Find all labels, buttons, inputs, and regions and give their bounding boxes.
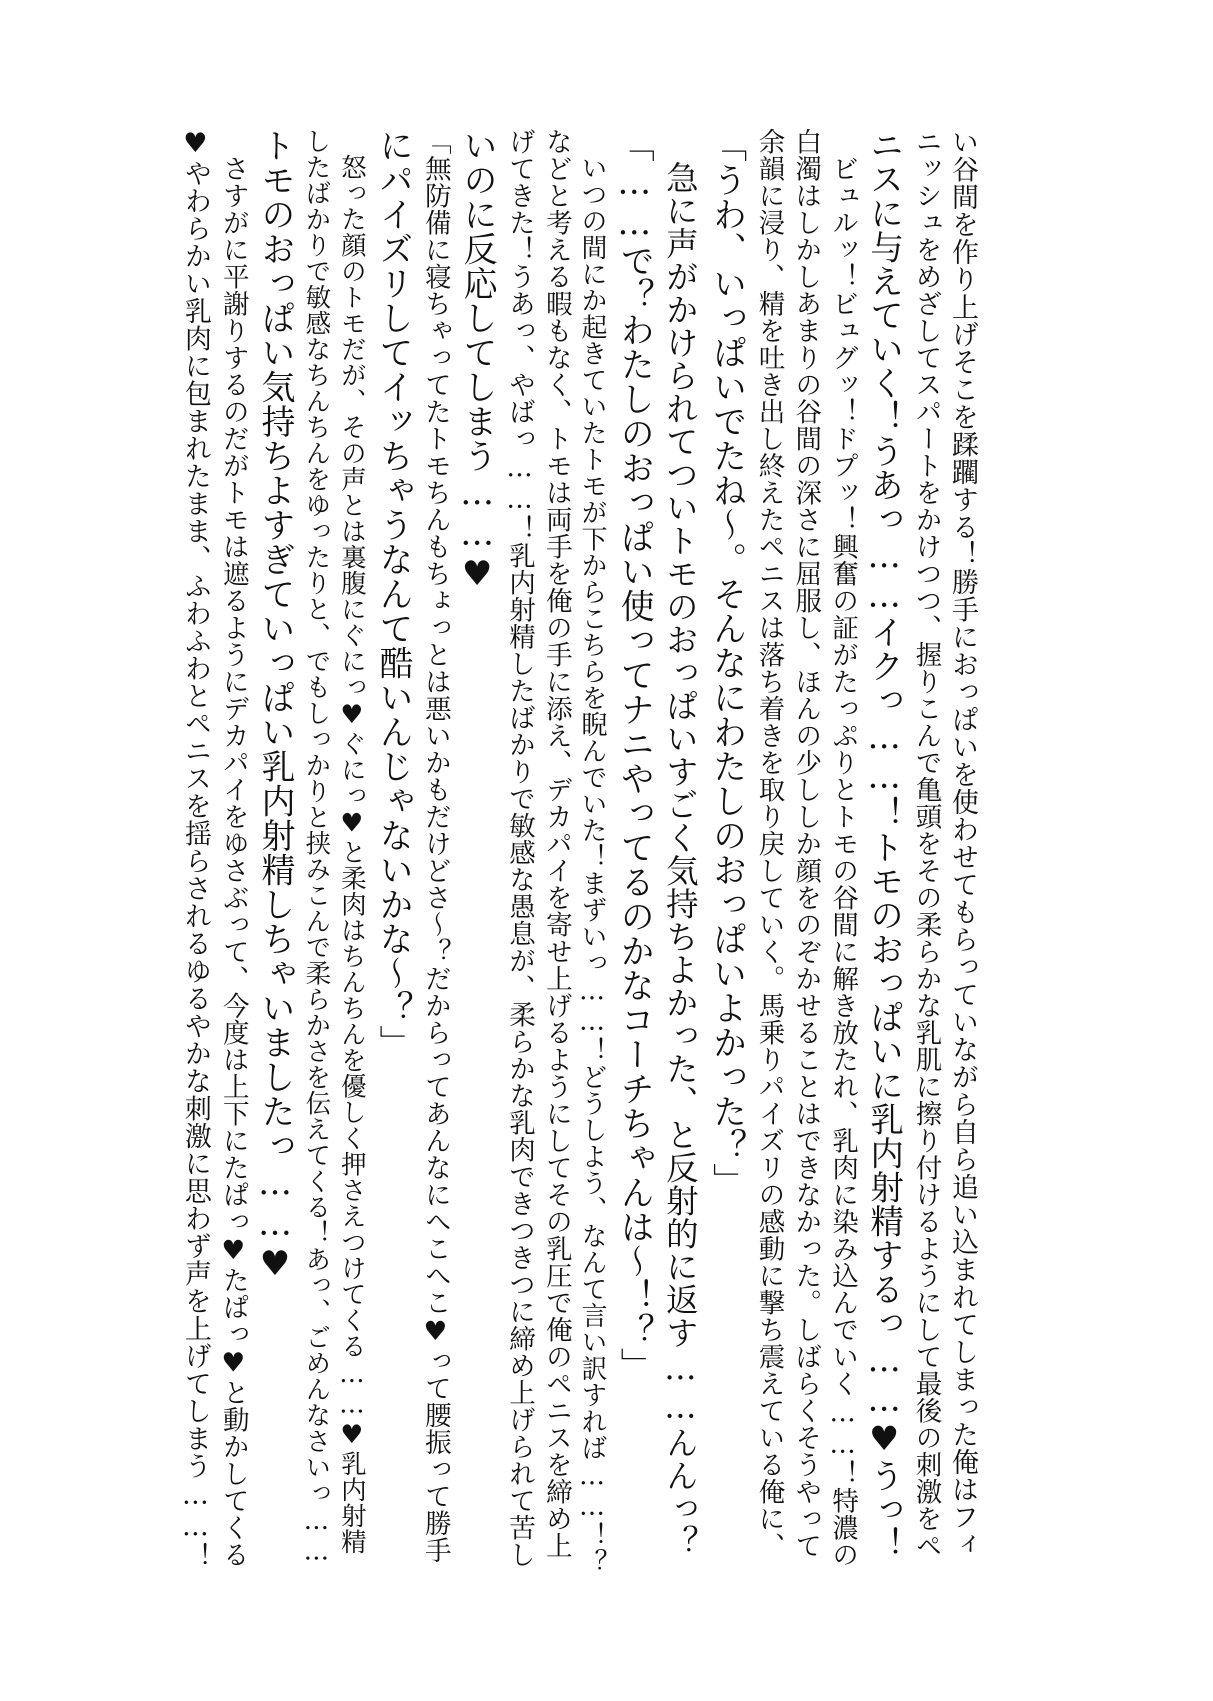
text-line: トモのおっぱい気持ちよすぎていっぱい乳内射精しちゃいましたっ……♥	[254, 128, 295, 1285]
text-line: 白濁はしかしあまりの谷間の深さに屈服し、ほんの少ししか顔をのぞかせることはできなかった。しばらくそうやって	[790, 128, 822, 1559]
text-line: 「無防備に寝ちゃってたトモちんもちょっとは悪いかもだけどさ～？だからってあんなにへこへこ♥って腰振って勝手	[419, 128, 451, 1564]
text-line: 「……で？わたしのおっぱい使ってナニやってるのかなコーチちゃんは～！？」	[614, 128, 655, 1382]
text-line: ♥やわらかい乳肉に包まれたまま、ふわふわとペニスを揺らされるゆるやかな刺激に思わず声を上げてしまう……！	[179, 128, 211, 1570]
text-line: げてきた！うあっ、やばっ……！乳内射精したばかりで敏感な愚息が、柔らかな乳肉できつきつに締め上げられて苦し	[503, 128, 535, 1568]
text-line: い谷間を作り上げそこを蹂躙する！勝手におっぱいを使わせてもらっていながら自ら追い込まれてしまった俺はフィ	[947, 128, 978, 1558]
text-line: さすがに平謝りするのだがトモは遮るようにデカパイをゆさぶって、今度は上下にたぱっ♥たぱっ♥と動かしてくる	[217, 128, 249, 1568]
text-line: 余韻に浸り、精を吐き出し終えたペニスは落ち着きを取り戻していく。馬乗りパイズリの感動に撃ち震えている俺に、	[753, 128, 785, 1559]
text-line: などと考える暇もなく、トモは両手を俺の手に添え、デカパイを寄せ上げるようにしてその乳圧で俺のペニスを締め上	[540, 128, 572, 1559]
text-line: いのに反応してしまう……♥	[457, 128, 498, 595]
text-line: にパイズリしてイッちゃうなんて酷いんじゃないかな～？」	[373, 128, 414, 1060]
vertical-text-body	[179, 128, 981, 1578]
text-line: 怒った顔のトモだが、その声とは裏腹にぐにっ♥ぐにっ♥と柔肉はちんちんを優しく押さえつけてくる……♥乳内射精	[336, 128, 367, 1555]
text-line: ニスに与えていく！うあっ……イクっ……！トモのおっぱいに乳内射精するっ……♥うっ！	[864, 128, 904, 1561]
text-line: 急に声がかけられてついトモのおっぱいすごく気持ちよかった、と反射的に返す……んんっ？	[661, 128, 700, 1558]
text-line: いつの間にか起きていたトモが下からこちらを睨んでいた！まずいっ……！どうしよう、なんて言い訳すれば……！？	[576, 128, 607, 1575]
text-line: ビュルッ！ビュグッ！ドプッ！興奮の証がたっぷりとトモの谷間に解き放たれ、乳肉に染み込んでいく……！特濃の	[827, 128, 859, 1568]
text-line: したばかりで敏感なちんちんをゆったりと、でもしっかりと挟みこんで柔らかさを伝えてくる！あっ、ごめんなさいっ……	[301, 128, 332, 1567]
text-line: 「うわ、いっぱいでたね～。そんなにわたしのおっぱいよかった？」	[706, 128, 747, 1198]
text-line: ニッシュをめざしてスパートをかけつつ、握りこんで亀頭をその柔らかな乳肌に擦り付けるようにして最後の刺激をペ	[910, 128, 942, 1559]
